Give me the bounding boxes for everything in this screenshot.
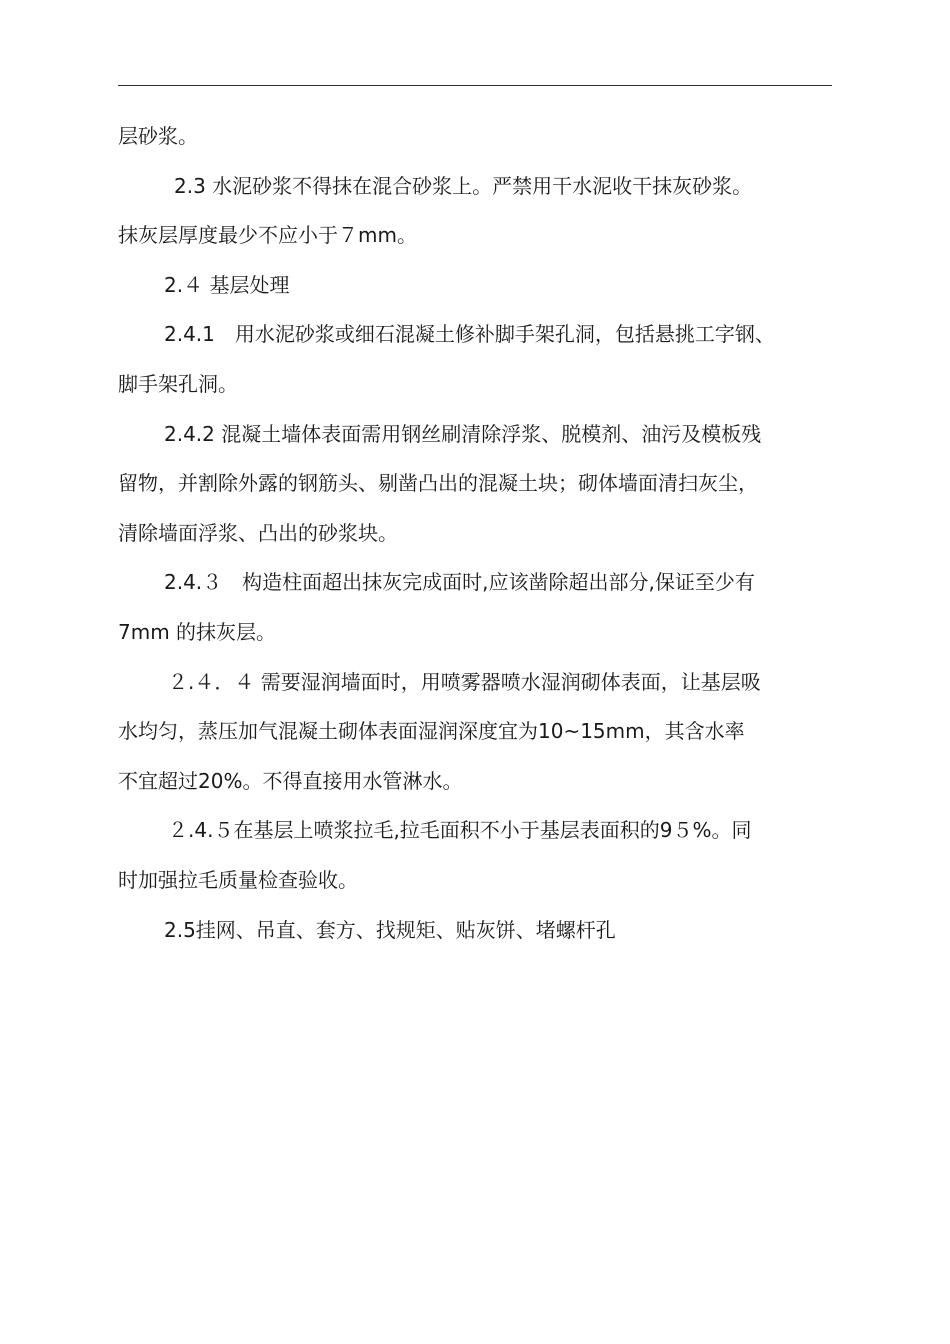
text-line: 层砂浆。 — [118, 124, 198, 148]
section-2-4-1-paragraph: 2.4.1 用水泥砂浆或细石混凝土修补脚手架孔洞，包括悬挑工字钢、 — [164, 322, 775, 347]
section-2-4-3-paragraph: 2.4.３ 构造柱面超出抹灰完成面时,应该凿除超出部分,保证至少有 — [164, 570, 755, 595]
section-2-4-5-paragraph: ２.4.５在基层上喷浆拉毛,拉毛面积不小于基层表面积的9５%。同 — [168, 818, 752, 843]
section-2-4-heading: 2.４ 基层处理 — [164, 272, 290, 297]
section-2-4-4-paragraph: ２.４．４ 需要湿润墙面时，用喷雾器喷水湿润砌体表面，让基层吸 — [168, 669, 761, 694]
body-text — [118, 112, 832, 955]
text-line: 时加强拉毛质量检查验收。 — [118, 867, 358, 892]
section-2-4-2-paragraph: 2.4.2 混凝土墙体表面需用钢丝刷清除浮浆、脱模剂、油污及模板残 — [164, 421, 762, 446]
header-rule — [118, 85, 832, 86]
section-2-5-heading: 2.5挂网、吊直、套方、找规矩、贴灰饼、堵螺杆孔 — [164, 917, 616, 942]
section-2-3-paragraph: 2.3 水泥砂浆不得抹在混合砂浆上。严禁用干水泥收干抹灰砂浆。 — [174, 173, 753, 198]
text-line: 7mm 的抹灰层。 — [118, 619, 277, 644]
text-line: 脚手架孔洞。 — [118, 371, 238, 396]
text-line: 抹灰层厚度最少不应小于７mm。 — [118, 223, 417, 248]
text-line: 不宜超过20%。不得直接用水管淋水。 — [118, 768, 463, 793]
text-line: 留物，并割除外露的钢筋头、剔凿凸出的混凝土块；砌体墙面清扫灰尘， — [118, 471, 758, 496]
text-line: 水均匀，蒸压加气混凝土砌体表面湿润深度宜为10~15mm，其含水率 — [118, 719, 745, 744]
text-line: 清除墙面浮浆、凸出的砂浆块。 — [118, 520, 398, 545]
